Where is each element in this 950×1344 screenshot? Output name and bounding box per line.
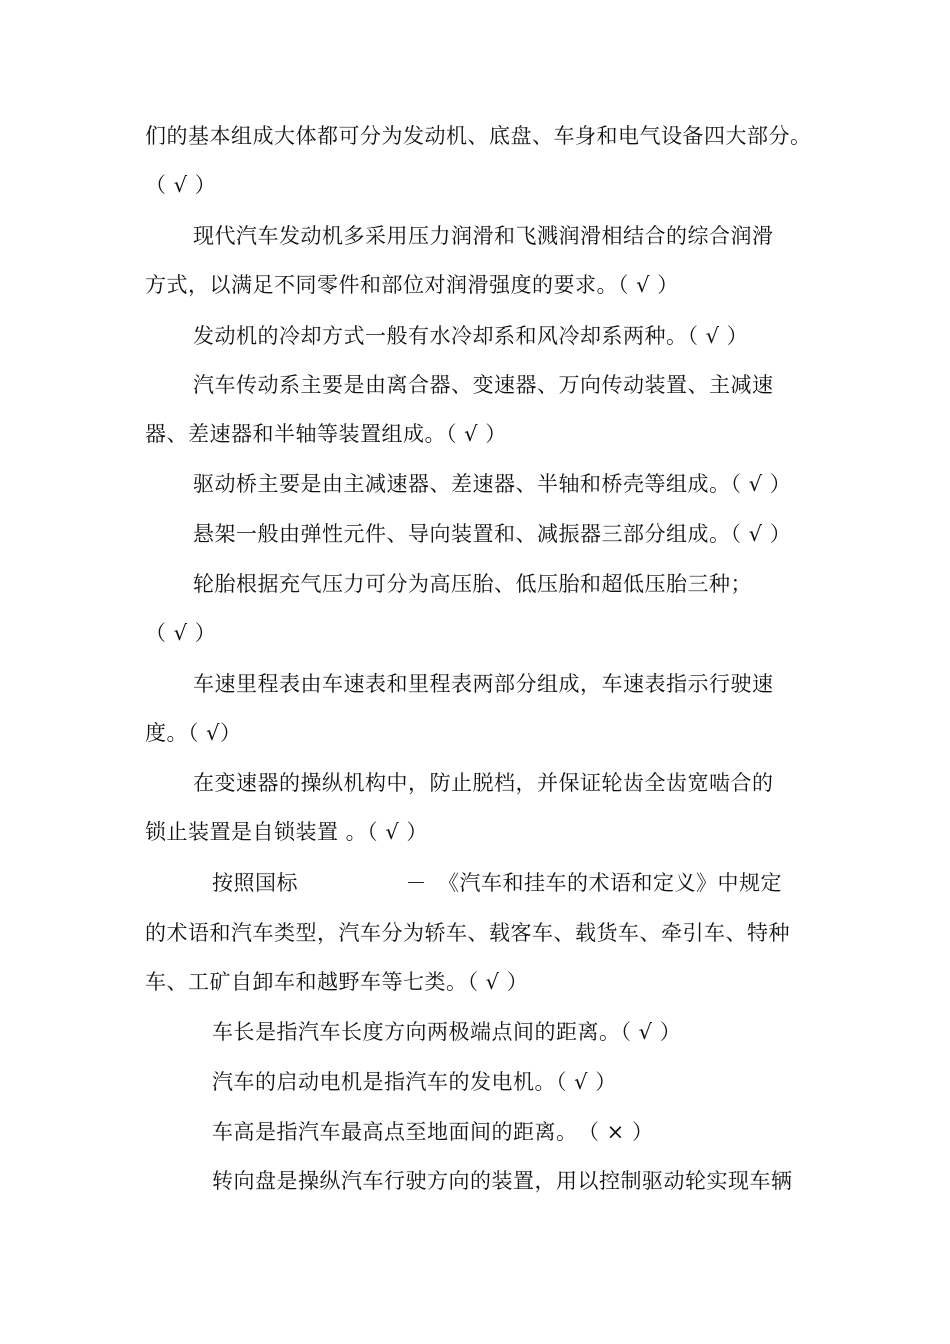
text-line: 锁止装置是自锁装置 。（ √ ） [145, 820, 428, 844]
question-line: 驱动桥主要是由主减速器、差速器、半轴和桥壳等组成。（ √ ） [193, 472, 792, 496]
text-line: 器、差速器和半轴等装置组成。（ √ ） [145, 422, 507, 446]
question-line: 悬架一般由弹性元件、导向装置和、减振器三部分组成。（ √ ） [193, 522, 792, 546]
question-line: 车高是指汽车最高点至地面间的距离。 （ × ） [212, 1120, 654, 1144]
question-line: 轮胎根据充气压力可分为高压胎、低压胎和超低压胎三种； [193, 572, 752, 596]
text-line: 的术语和汽车类型，汽车分为轿车、载客车、载货车、牵引车、特种 [145, 921, 790, 945]
question-line: 汽车传动系主要是由离合器、变速器、万向传动装置、主减速 [193, 373, 774, 397]
question-line: 现代汽车发动机多采用压力润滑和飞溅润滑相结合的综合润滑 [193, 224, 774, 248]
text-line: 车、工矿自卸车和越野车等七类。（ √ ） [145, 970, 529, 994]
text-line: 度。（ √） [145, 721, 242, 745]
question-line: 发动机的冷却方式一般有水冷却系和风冷却系两种。（ √ ） [193, 324, 749, 348]
answer-line: （ √ ） [145, 621, 217, 645]
question-line: 转向盘是操纵汽车行驶方向的装置，用以控制驱动轮实现车辆 [212, 1169, 793, 1193]
question-line: 车长是指汽车长度方向两极端点间的距离。（ √ ） [212, 1020, 682, 1044]
question-line: 按照国标 － 《汽车和挂车的术语和定义》中规定 [212, 871, 782, 895]
question-line: 在变速器的操纵机构中，防止脱档，并保证轮齿全齿宽啮合的 [193, 771, 774, 795]
text-line: 方式，以满足不同零件和部位对润滑强度的要求。（ √ ） [145, 273, 679, 297]
answer-line: （ √ ） [145, 173, 217, 197]
question-line: 汽车的启动电机是指汽车的发电机。（ √ ） [212, 1070, 617, 1094]
text-line: 们的基本组成大体都可分为发动机、底盘、车身和电气设备四大部分。 [145, 124, 812, 148]
question-line: 车速里程表由车速表和里程表两部分组成，车速表指示行驶速 [193, 672, 774, 696]
